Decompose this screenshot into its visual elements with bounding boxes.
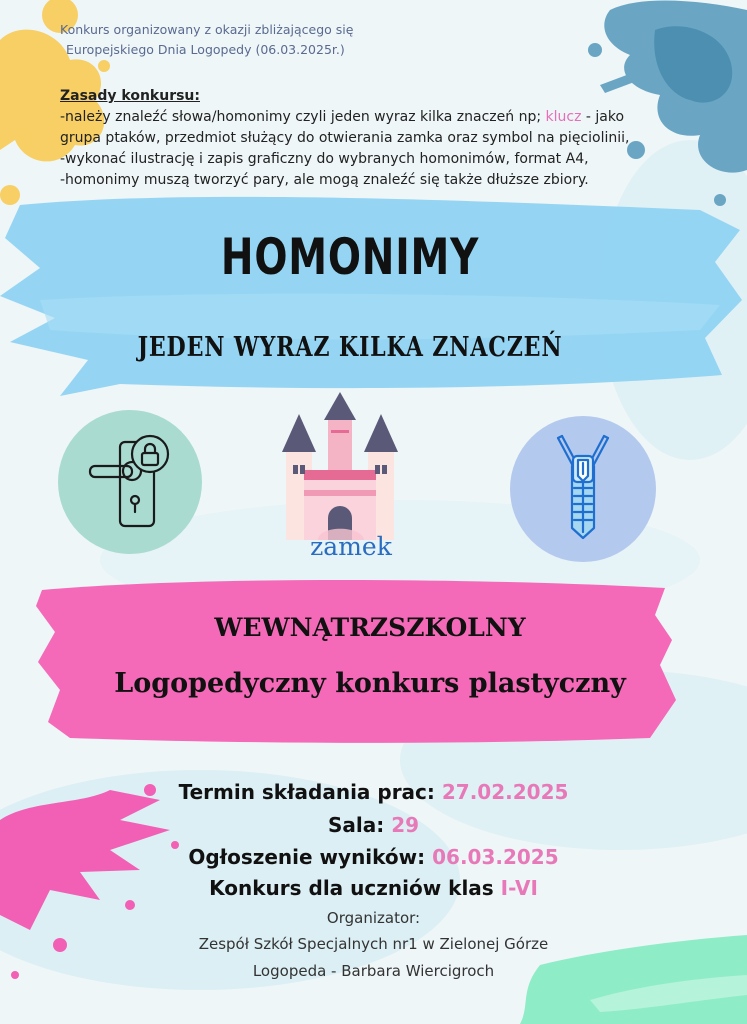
zipper-circle [510,416,656,562]
intro-line-2: Europejskiego Dnia Logopedy (06.03.2025r.) [66,42,345,57]
rules-line-1-start: -należy znaleźć słowa/homonimy czyli jeden wyraz kilka znaczeń np; [60,109,546,125]
room-row [100,813,647,837]
rules-line-2: grupa ptaków, przedmiot służący do otwierania zamka oraz symbol na pięciolinii, [60,130,630,146]
results-value: 06.03.2025 [432,845,559,869]
rules-highlight-word: klucz [545,109,582,125]
room-value: 29 [391,813,420,837]
rules-line-4: -homonimy muszą tworzyć pary, ale mogą znaleźć się także dłuższe zbiory. [60,172,589,188]
intro-line-1: Konkurs organizowany z okazji zbliżającego się [60,22,354,37]
rules-line-1 [60,107,710,128]
classes-value: I-VI [500,876,538,900]
classes-label: Konkurs dla uczniów klas [209,876,501,900]
pink-brush-stroke [36,580,676,743]
deadline-row [100,780,647,804]
page-subtitle: JEDEN WYRAZ KILKA ZNACZEŃ [137,332,563,363]
room-label: Sala: [327,813,392,837]
deadline-label: Termin składania prac: [178,780,442,804]
results-label: Ogłoszenie wyników: [188,845,433,869]
door-handle-icon [58,410,202,554]
castle-illustration [278,390,402,542]
rules-section [60,86,710,191]
contest-name: Logopedyczny konkurs plastyczny [114,668,626,699]
classes-row [100,876,647,900]
deadline-value: 27.02.2025 [441,780,569,804]
zipper-icon [510,416,656,562]
contest-type: WEWNĄTRZSZKOLNY [214,613,526,642]
rules-line-1-end: - jako [581,109,625,125]
organizer-person: Logopeda - Barbara Wiercigroch [252,962,495,980]
page-title: HOMONIMY [220,228,480,286]
results-row [100,845,647,869]
rules-line-3: -wykonać ilustrację i zapis graficzny do wybranych homonimów, format A4, [60,151,589,167]
castle-label: zamek [310,532,392,561]
door-lock-circle [58,410,202,554]
organizer-school: Zespół Szkół Specjalnych nr1 w Zielonej Górze [198,935,549,953]
organizer-label: Organizator: [326,909,421,927]
intro-text [60,20,480,60]
rules-heading: Zasady konkursu: [60,88,200,104]
